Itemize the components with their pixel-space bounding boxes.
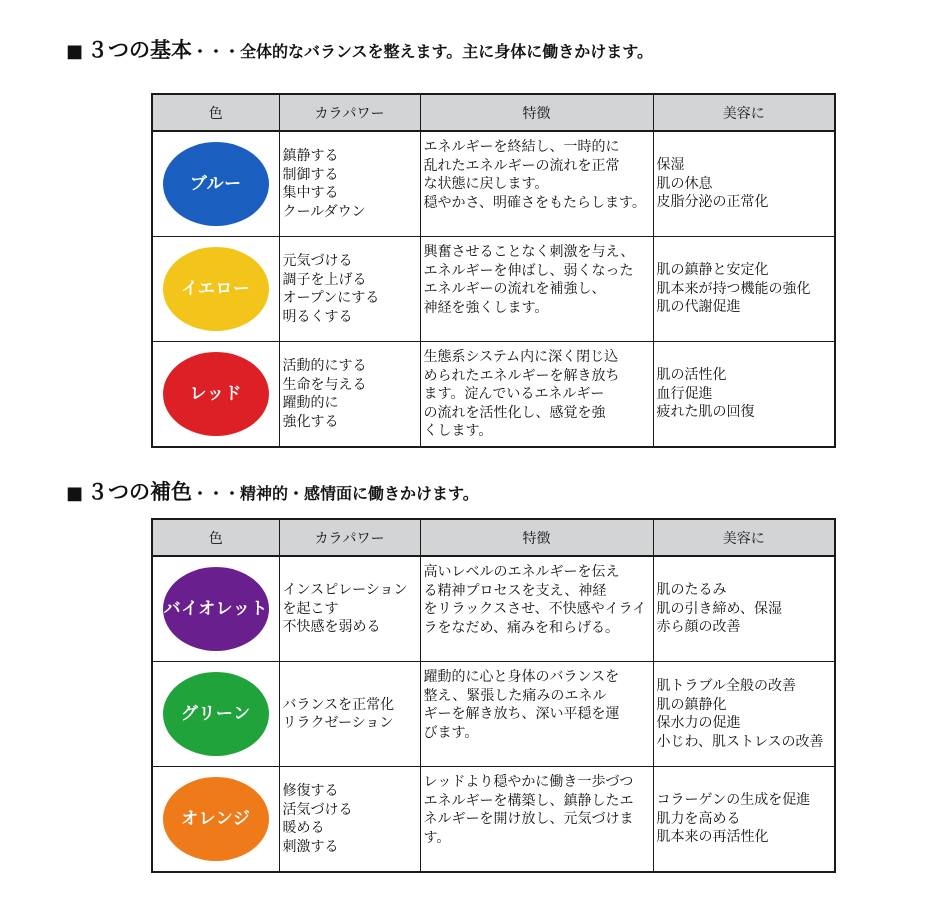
table-header-row xyxy=(152,519,835,556)
cell-line: められたエネルギーを解き放ち xyxy=(423,367,620,384)
color-swatch-ellipse: バイオレット xyxy=(163,567,269,651)
color-swatch-ellipse: グリーン xyxy=(163,672,269,756)
header-feature: 特徴 xyxy=(420,94,653,131)
cell-line: の流れを活性化し、感覚を強 xyxy=(423,404,606,421)
table-header-row xyxy=(152,94,835,131)
feature-cell xyxy=(420,131,653,237)
feature-cell xyxy=(420,662,653,767)
beauty-cell xyxy=(653,662,835,767)
square-bullet: ■ xyxy=(66,41,84,62)
cell-line: 肌本来の再活性化 xyxy=(656,829,769,846)
cell-line: びます。 xyxy=(423,724,479,741)
header-color: 色 xyxy=(152,94,279,131)
cell-line: 皮脂分泌の正常化 xyxy=(656,194,769,211)
cell-line: 興奮させることなく刺激を与え、 xyxy=(423,244,635,260)
cell-line: 肌の鎮静と安定化 xyxy=(656,262,769,279)
color-power-cell xyxy=(279,662,420,767)
cell-line: 神経を強くします。 xyxy=(423,299,549,316)
cell-line: 刺激する xyxy=(282,838,339,855)
color-swatch-ellipse: イエロー xyxy=(163,247,269,331)
color-power-cell xyxy=(279,131,420,237)
color-swatch-ellipse: レッド xyxy=(163,352,269,436)
basic-colors-table xyxy=(151,93,836,448)
cell-line: 元気づける xyxy=(282,253,353,269)
cell-line: 不快感を弱める xyxy=(282,619,381,636)
cell-line: 活気づける xyxy=(282,801,353,818)
cell-line: 肌の鎮静化 xyxy=(656,696,727,713)
beauty-cell xyxy=(653,556,835,662)
cell-line: な状態に戻します。 xyxy=(423,176,549,192)
section-subheading: ・・・全体的なバランスを整えます。主に身体に働きかけます。 xyxy=(192,42,653,61)
cell-line: 修復する xyxy=(282,783,339,799)
section-heading: ３つの補色 xyxy=(87,480,193,504)
cell-line: エネルギーの流れを補強し、 xyxy=(423,281,606,297)
cell-line: 躍動的に心と身体のバランスを xyxy=(423,669,620,685)
cell-line: 肌の活性化 xyxy=(656,367,727,384)
cell-line: レッドより穏やかに働き一歩づつ xyxy=(423,774,634,790)
header-power: カラパワー xyxy=(279,519,420,556)
feature-cell xyxy=(420,237,653,342)
color-cell xyxy=(152,131,279,237)
cell-line: 小じわ、肌ストレスの改善 xyxy=(656,733,824,750)
cell-line: 制御する xyxy=(282,166,339,183)
table-row xyxy=(152,131,835,237)
cell-line: す。 xyxy=(423,829,451,846)
cell-line: 躍動的に xyxy=(282,395,339,411)
table-row xyxy=(152,556,835,662)
color-cell xyxy=(152,556,279,662)
section-title-complementary xyxy=(66,476,479,506)
cell-line: 血行促進 xyxy=(656,385,713,402)
cell-line: 活動的にする xyxy=(282,358,367,374)
table-row xyxy=(152,662,835,767)
color-power-cell xyxy=(279,342,420,448)
cell-line: 肌の休息 xyxy=(656,175,713,192)
cell-line: 赤ら顔の改善 xyxy=(656,619,741,636)
cell-line: コラーゲンの生成を促進 xyxy=(656,792,811,809)
cell-line: 調子を上げる xyxy=(282,271,367,288)
cell-line: 生態系システム内に深く閉じ込 xyxy=(423,349,619,365)
cell-line: 肌トラブル全般の改善 xyxy=(656,678,796,694)
section-title-basic xyxy=(66,34,653,64)
cell-line: 肌のたるみ xyxy=(656,582,727,599)
table-row xyxy=(152,342,835,448)
cell-line: エネルギーを構築し、鎮静したエ xyxy=(423,792,634,809)
table-row xyxy=(152,237,835,342)
cell-line: 整え、緊張した痛みのエネル xyxy=(423,687,607,704)
cell-line: を起こす xyxy=(282,600,339,617)
header-color: 色 xyxy=(152,519,279,556)
cell-line: オープンにする xyxy=(282,290,380,306)
color-power-cell xyxy=(279,237,420,342)
cell-line: 明るくする xyxy=(282,308,353,325)
cell-line: バランスを正常化 xyxy=(282,696,395,713)
beauty-cell xyxy=(653,237,835,342)
feature-cell xyxy=(420,556,653,662)
beauty-cell xyxy=(653,767,835,873)
square-bullet: ■ xyxy=(66,483,84,504)
cell-line: 肌の代謝促進 xyxy=(656,299,741,316)
cell-line: 肌力を高める xyxy=(656,810,741,827)
cell-line: 肌の引き締め、保湿 xyxy=(656,600,782,617)
cell-line: インスピレーション xyxy=(282,582,408,599)
cell-line: 生命を与える xyxy=(282,376,367,393)
beauty-cell xyxy=(653,131,835,237)
color-power-cell xyxy=(279,767,420,873)
header-beauty: 美容に xyxy=(653,94,835,131)
cell-line: ギーを解き放ち、深い平穏を運 xyxy=(423,706,620,722)
cell-line: 肌本来が持つ機能の強化 xyxy=(656,280,811,297)
complementary-colors-table xyxy=(151,518,836,873)
beauty-cell xyxy=(653,342,835,448)
header-feature: 特徴 xyxy=(420,519,653,556)
color-cell xyxy=(152,237,279,342)
cell-line: リラクゼーション xyxy=(282,715,394,731)
cell-line: 穏やかさ、明確さをもたらします。 xyxy=(423,194,646,211)
cell-line: エネルギーを終結し、一時的に xyxy=(423,139,620,155)
cell-line: 暖める xyxy=(282,820,325,836)
section-subheading: ・・・精神的・感情面に働きかけます。 xyxy=(192,484,479,503)
cell-line: 集中する xyxy=(282,185,339,201)
cell-line: 保湿 xyxy=(656,157,685,174)
cell-line: くします。 xyxy=(423,423,493,439)
cell-line: クールダウン xyxy=(282,203,366,220)
table-row xyxy=(152,767,835,873)
header-beauty: 美容に xyxy=(653,519,835,556)
cell-line: エネルギーを伸ばし、弱くなった xyxy=(423,262,634,279)
cell-line: 疲れた肌の回復 xyxy=(656,404,755,421)
feature-cell xyxy=(420,342,653,448)
header-power: カラパワー xyxy=(279,94,420,131)
color-cell xyxy=(152,342,279,448)
color-swatch-ellipse: ブルー xyxy=(163,142,269,226)
color-power-cell xyxy=(279,556,420,662)
cell-line: 鎮静する xyxy=(282,148,339,164)
cell-line: 乱れたエネルギーの流れを正常 xyxy=(423,157,620,174)
section-heading: ３つの基本 xyxy=(87,38,193,62)
cell-line: ネルギーを開け放し、元気づけま xyxy=(423,811,634,827)
color-swatch-ellipse: オレンジ xyxy=(163,777,269,861)
cell-line: 保水力の促進 xyxy=(656,715,741,731)
cell-line: 強化する xyxy=(282,413,339,430)
cell-line: 高いレベルのエネルギーを伝え xyxy=(423,564,620,580)
cell-line: をリラックスさせ、不快感やイライ xyxy=(423,601,647,617)
color-cell xyxy=(152,767,279,873)
cell-line: ラをなだめ、痛みを和らげる。 xyxy=(423,619,619,636)
feature-cell xyxy=(420,767,653,873)
color-cell xyxy=(152,662,279,767)
cell-line: ます。淀んでいるエネルギー xyxy=(423,386,605,402)
cell-line: る精神プロセスを支え、神経 xyxy=(423,582,607,599)
